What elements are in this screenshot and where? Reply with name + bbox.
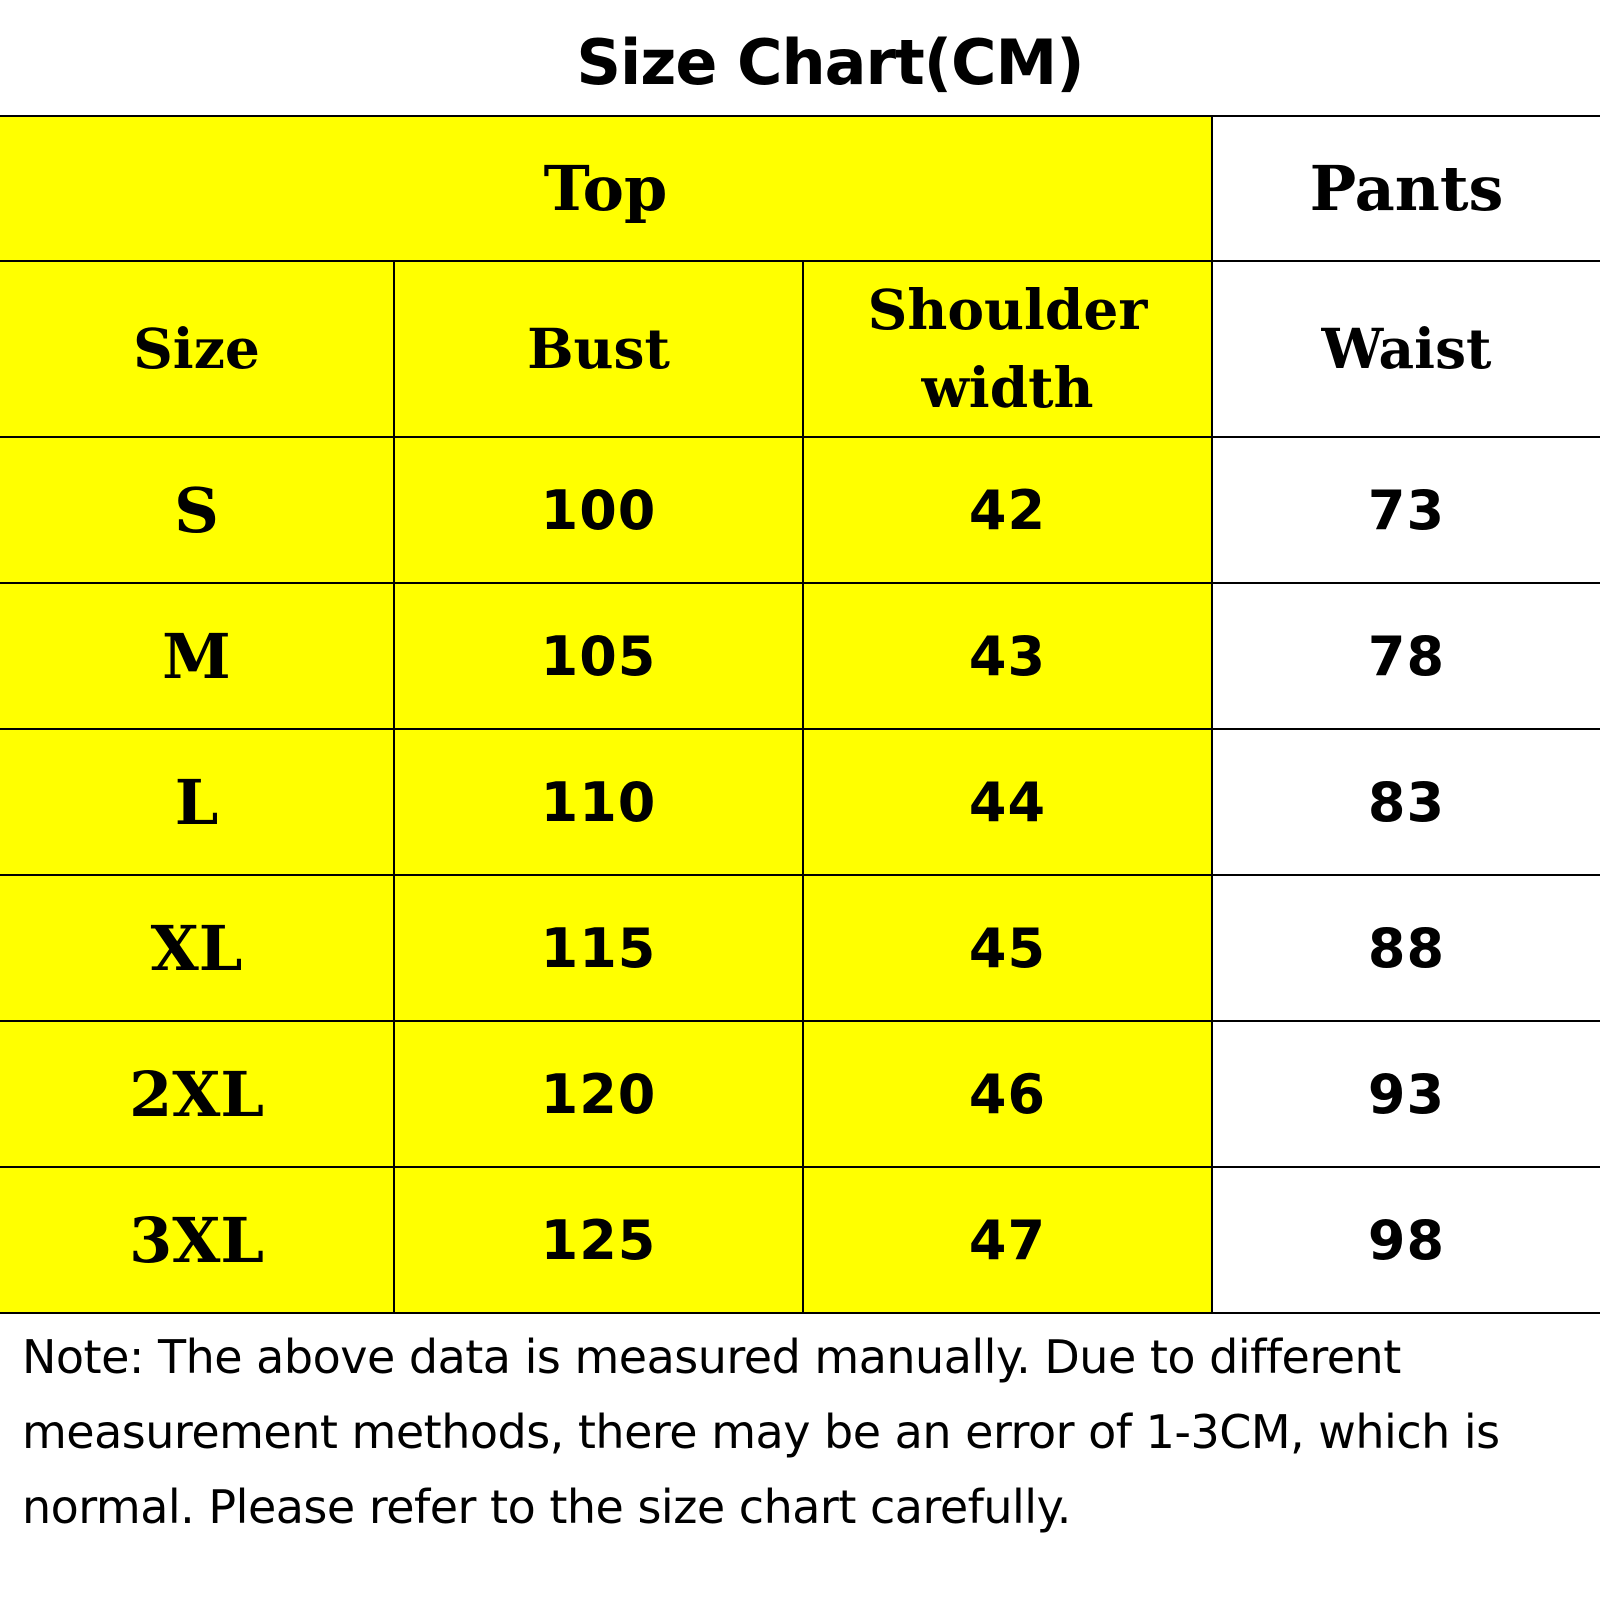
shoulder-cell: 42	[803, 437, 1212, 583]
pants-group-header: Pants	[1212, 116, 1600, 261]
size-column-header: Size	[0, 261, 394, 437]
bust-cell: 125	[394, 1167, 803, 1313]
bust-cell: 115	[394, 875, 803, 1021]
top-group-header: Top	[0, 116, 1212, 261]
waist-cell: 78	[1212, 583, 1600, 729]
page-title: Size Chart(CM)	[576, 26, 1084, 99]
waist-cell: 83	[1212, 729, 1600, 875]
shoulder-cell: 47	[803, 1167, 1212, 1313]
column-header-row	[0, 261, 1600, 437]
table-row	[0, 729, 1600, 875]
shoulder-cell: 43	[803, 583, 1212, 729]
waist-cell: 88	[1212, 875, 1600, 1021]
bust-cell: 120	[394, 1021, 803, 1167]
waist-cell: 73	[1212, 437, 1600, 583]
size-cell: S	[0, 437, 394, 583]
size-chart-table	[0, 115, 1600, 1314]
shoulder-cell: 45	[803, 875, 1212, 1021]
shoulder-cell: 44	[803, 729, 1212, 875]
size-cell: 2XL	[0, 1021, 394, 1167]
shoulder-cell: 46	[803, 1021, 1212, 1167]
size-cell: 3XL	[0, 1167, 394, 1313]
bust-cell: 110	[394, 729, 803, 875]
table-row	[0, 437, 1600, 583]
waist-cell: 98	[1212, 1167, 1600, 1313]
table-row	[0, 875, 1600, 1021]
waist-column-header: Waist	[1212, 261, 1600, 437]
group-header-row	[0, 116, 1600, 261]
bust-cell: 100	[394, 437, 803, 583]
waist-cell: 93	[1212, 1021, 1600, 1167]
shoulder-width-column-header	[803, 261, 1212, 437]
size-cell: XL	[0, 875, 394, 1021]
measurement-note: Note: The above data is measured manually. Due to different measurement methods, there may be an error of 1-3CM, which is normal. Please refer to the size chart carefully.	[22, 1330, 1500, 1534]
table-row	[0, 1021, 1600, 1167]
size-cell: M	[0, 583, 394, 729]
table-row	[0, 583, 1600, 729]
size-cell: L	[0, 729, 394, 875]
table-row	[0, 1167, 1600, 1313]
bust-column-header: Bust	[394, 261, 803, 437]
shoulder-header-line2: width	[921, 355, 1094, 420]
bust-cell: 105	[394, 583, 803, 729]
shoulder-header-line1: Shoulder	[867, 277, 1148, 342]
